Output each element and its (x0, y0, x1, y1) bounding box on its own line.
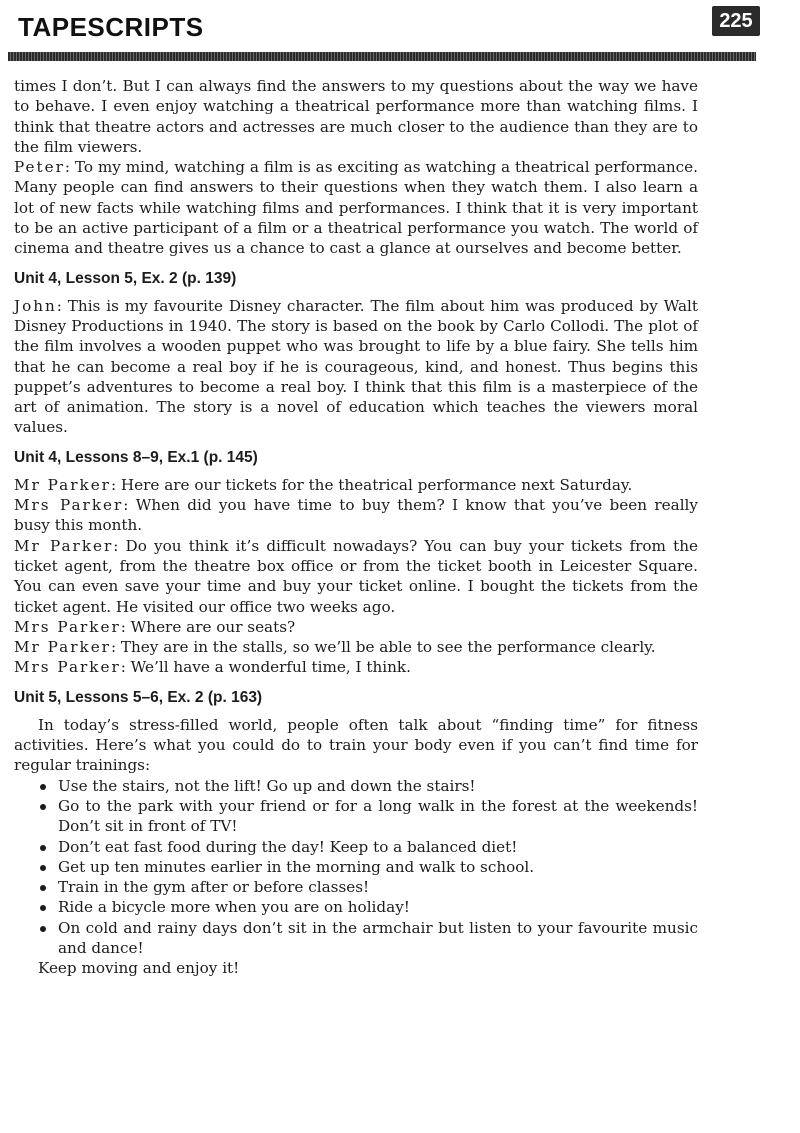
section-heading: Unit 5, Lessons 5–6, Ex. 2 (p. 163) (14, 688, 263, 706)
dialogue-line (14, 157, 698, 258)
bullet-icon (40, 926, 46, 932)
page-title: TAPESCRIPTS (18, 12, 204, 42)
speaker-name: John (14, 296, 57, 315)
dialogue-text: : To my mind, watching a film is as exciting as watching a theatrical performance. Many people can find answers to their questions when they watch them. I also learn a lot of new facts while watching films and performances. I think that it is very important to be an active participant of a film or a theatrical performance you watch. The world of cinema and theatre gives us a chance to cast a glance at ourselves and become better. (14, 158, 698, 258)
speaker-name: Mr Parker (14, 536, 114, 555)
speaker-name: Peter (14, 158, 65, 177)
dialogue-text: : They are in the stalls, so we’ll be able to see the performance clearly. (110, 638, 656, 657)
list-item: Don’t eat fast food during the day! Keep to a balanced diet! (38, 837, 698, 857)
page-content (14, 76, 698, 979)
speaker-name: Mr Parker (14, 638, 111, 657)
speaker-name: Mrs Parker (14, 658, 121, 677)
bullet-icon (40, 804, 46, 810)
dialogue-line (14, 617, 698, 637)
closing-line: Keep moving and enjoy it! (38, 959, 240, 978)
list-item: Get up ten minutes earlier in the morning and walk to school. (38, 857, 698, 877)
paragraph: times I don’t. But I can always find the answers to my questions about the way we have to behave. I even enjoy watching a theatrical performance more than watching films. I think that theatre actors and actresses are much closer to the audience than they are to the film viewers. (14, 77, 698, 156)
bullet-icon (40, 885, 46, 891)
paragraph: In today’s stress-filled world, people often talk about “finding time” for fitness activities. Here’s what you could do to train your body even if you can’t find time for regular trainings: (14, 715, 698, 775)
dialogue-line (14, 296, 698, 438)
page-number: 225 (712, 6, 760, 36)
bullet-icon (40, 845, 46, 851)
dialogue-text: : Do you think it’s difficult nowadays? You can buy your tickets from the ticket agent, from the theatre box office or from the ticket booth in Leicester Square. You can even save your time and buy your ticket online. I bought the tickets from the ticket agent. He visited our office two weeks ago. (14, 536, 698, 616)
dialogue-text: : When did you have time to buy them? I know that you’ve been really busy this month. (14, 496, 698, 535)
dialogue-text: : Where are our seats? (120, 617, 296, 636)
dialogue-text: : We’ll have a wonderful time, I think. (120, 658, 411, 677)
speaker-name: Mrs Parker (14, 496, 124, 515)
dialogue-line (14, 637, 698, 657)
header-divider (8, 52, 756, 61)
bullet-icon (40, 784, 46, 790)
list-item: Ride a bicycle more when you are on holiday! (38, 897, 698, 917)
list-item: Train in the gym after or before classes! (38, 877, 698, 897)
bullet-icon (40, 905, 46, 911)
bullet-icon (40, 865, 46, 871)
section-heading: Unit 4, Lesson 5, Ex. 2 (p. 139) (14, 269, 237, 287)
dialogue-text: : Here are our tickets for the theatrical performance next Saturday. (110, 475, 633, 494)
dialogue-line (14, 657, 698, 677)
list-item: Go to the park with your friend or for a long walk in the forest at the weekends! Don’t sit in front of TV! (38, 796, 698, 837)
list-item: On cold and rainy days don’t sit in the armchair but listen to your favourite music and dance! (38, 918, 698, 959)
dialogue-text: : This is my favourite Disney character. The film about him was produced by Walt Disney Productions in 1940. The story is based on the book by Carlo Collodi. The plot of the film involves a wooden puppet who was brought to life by a blue fairy. She tells him that he can become a real boy if he is courageous, kind, and honest. Thus begins this puppet’s adventures to become a real boy. I think that this film is a masterpiece of the art of animation. The story is a novel of education which teaches the viewers moral values. (14, 296, 698, 437)
speaker-name: Mrs Parker (14, 617, 121, 636)
speaker-name: Mr Parker (14, 475, 111, 494)
list-item: Use the stairs, not the lift! Go up and down the stairs! (38, 776, 698, 796)
dialogue-line (14, 536, 698, 617)
page-header (0, 0, 800, 70)
dialogue-line (14, 495, 698, 536)
tips-list (14, 776, 698, 959)
dialogue-line (14, 475, 698, 495)
section-heading: Unit 4, Lessons 8–9, Ex.1 (p. 145) (14, 448, 258, 466)
